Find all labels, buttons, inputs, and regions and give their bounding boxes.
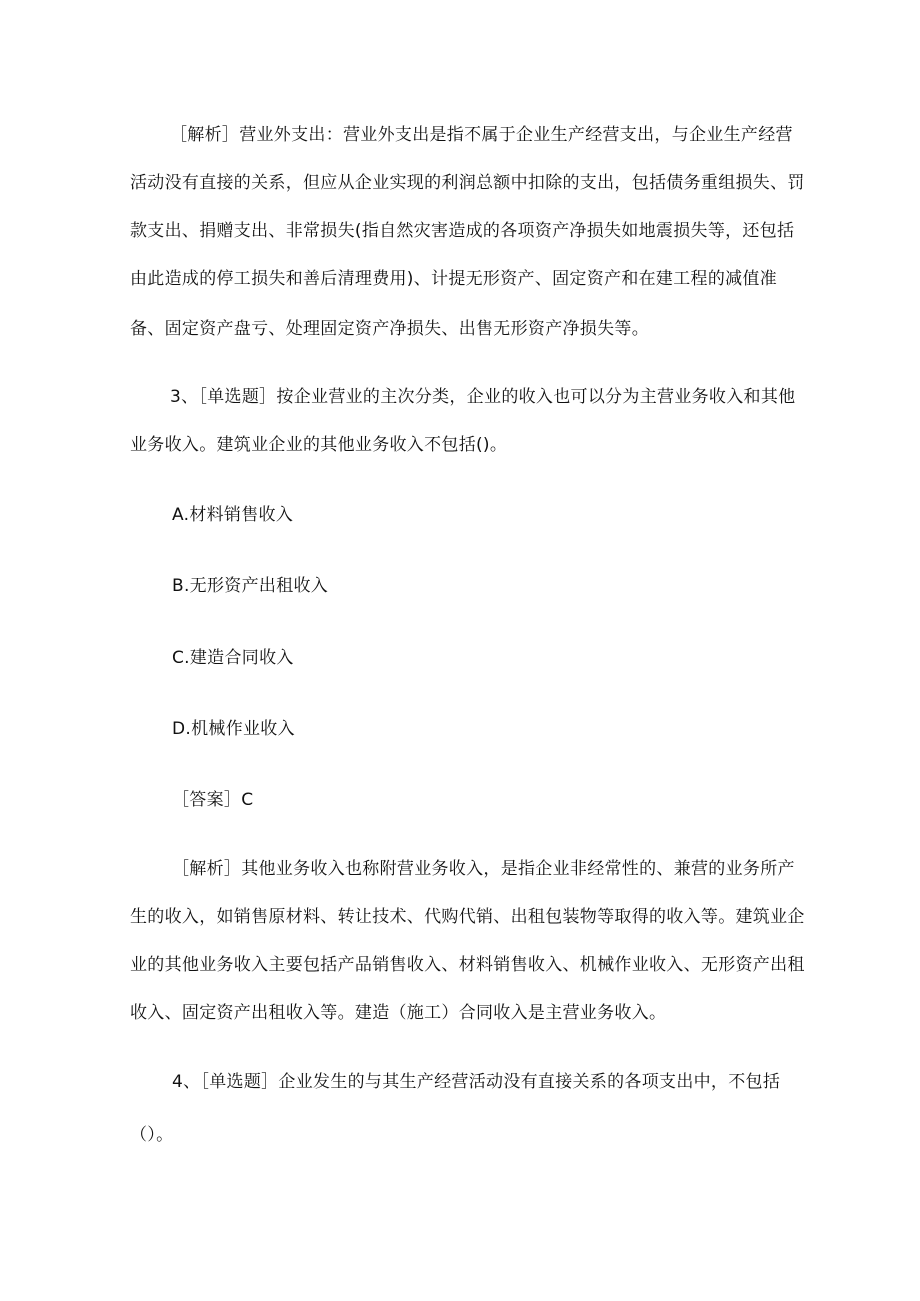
analysis-line: 备、固定资产盘亏、处理固定资产净损失、出售无形资产净损失等。: [130, 319, 649, 339]
answer: ［答案］C: [172, 790, 254, 810]
question-line: 3、［单选题］按企业营业的主次分类，企业的收入也可以分为主营业务收入和其他: [170, 387, 796, 407]
analysis-line: 由此造成的停工损失和善后清理费用)、计提无形资产、固定资产和在建工程的减值准: [130, 269, 778, 289]
question-line: 4、［单选题］企业发生的与其生产经营活动没有直接关系的各项支出中，不包括: [172, 1072, 781, 1092]
analysis-line: 业的其他业务收入主要包括产品销售收入、材料销售收入、机械作业收入、无形资产出租: [130, 955, 805, 975]
analysis-line: 收入、固定资产出租收入等。建造（施工）合同收入是主营业务收入。: [130, 1003, 667, 1023]
analysis-line: 生的收入，如销售原材料、转让技术、代购代销、出租包装物等取得的收入等。建筑业企: [130, 907, 805, 927]
analysis-line: 活动没有直接的关系，但应从企业实现的利润总额中扣除的支出，包括债务重组损失、罚: [130, 173, 805, 193]
question-line: （）。: [130, 1125, 174, 1145]
option-d: D.机械作业收入: [172, 719, 295, 739]
question-line: 业务收入。建筑业企业的其他业务收入不包括()。: [130, 435, 508, 455]
option-a: A.材料销售收入: [172, 505, 294, 525]
option-c: C.建造合同收入: [172, 648, 294, 668]
option-b: B.无形资产出租收入: [172, 576, 329, 596]
analysis-line: 款支出、捐赠支出、非常损失(指自然灾害造成的各项资产净损失如地震损失等，还包括: [130, 221, 795, 241]
analysis-line: ［解析］营业外支出：营业外支出是指不属于企业生产经营支出，与企业生产经营: [170, 125, 793, 145]
analysis-line: ［解析］其他业务收入也称附营业务收入，是指企业非经常性的、兼营的业务所产: [172, 859, 795, 879]
